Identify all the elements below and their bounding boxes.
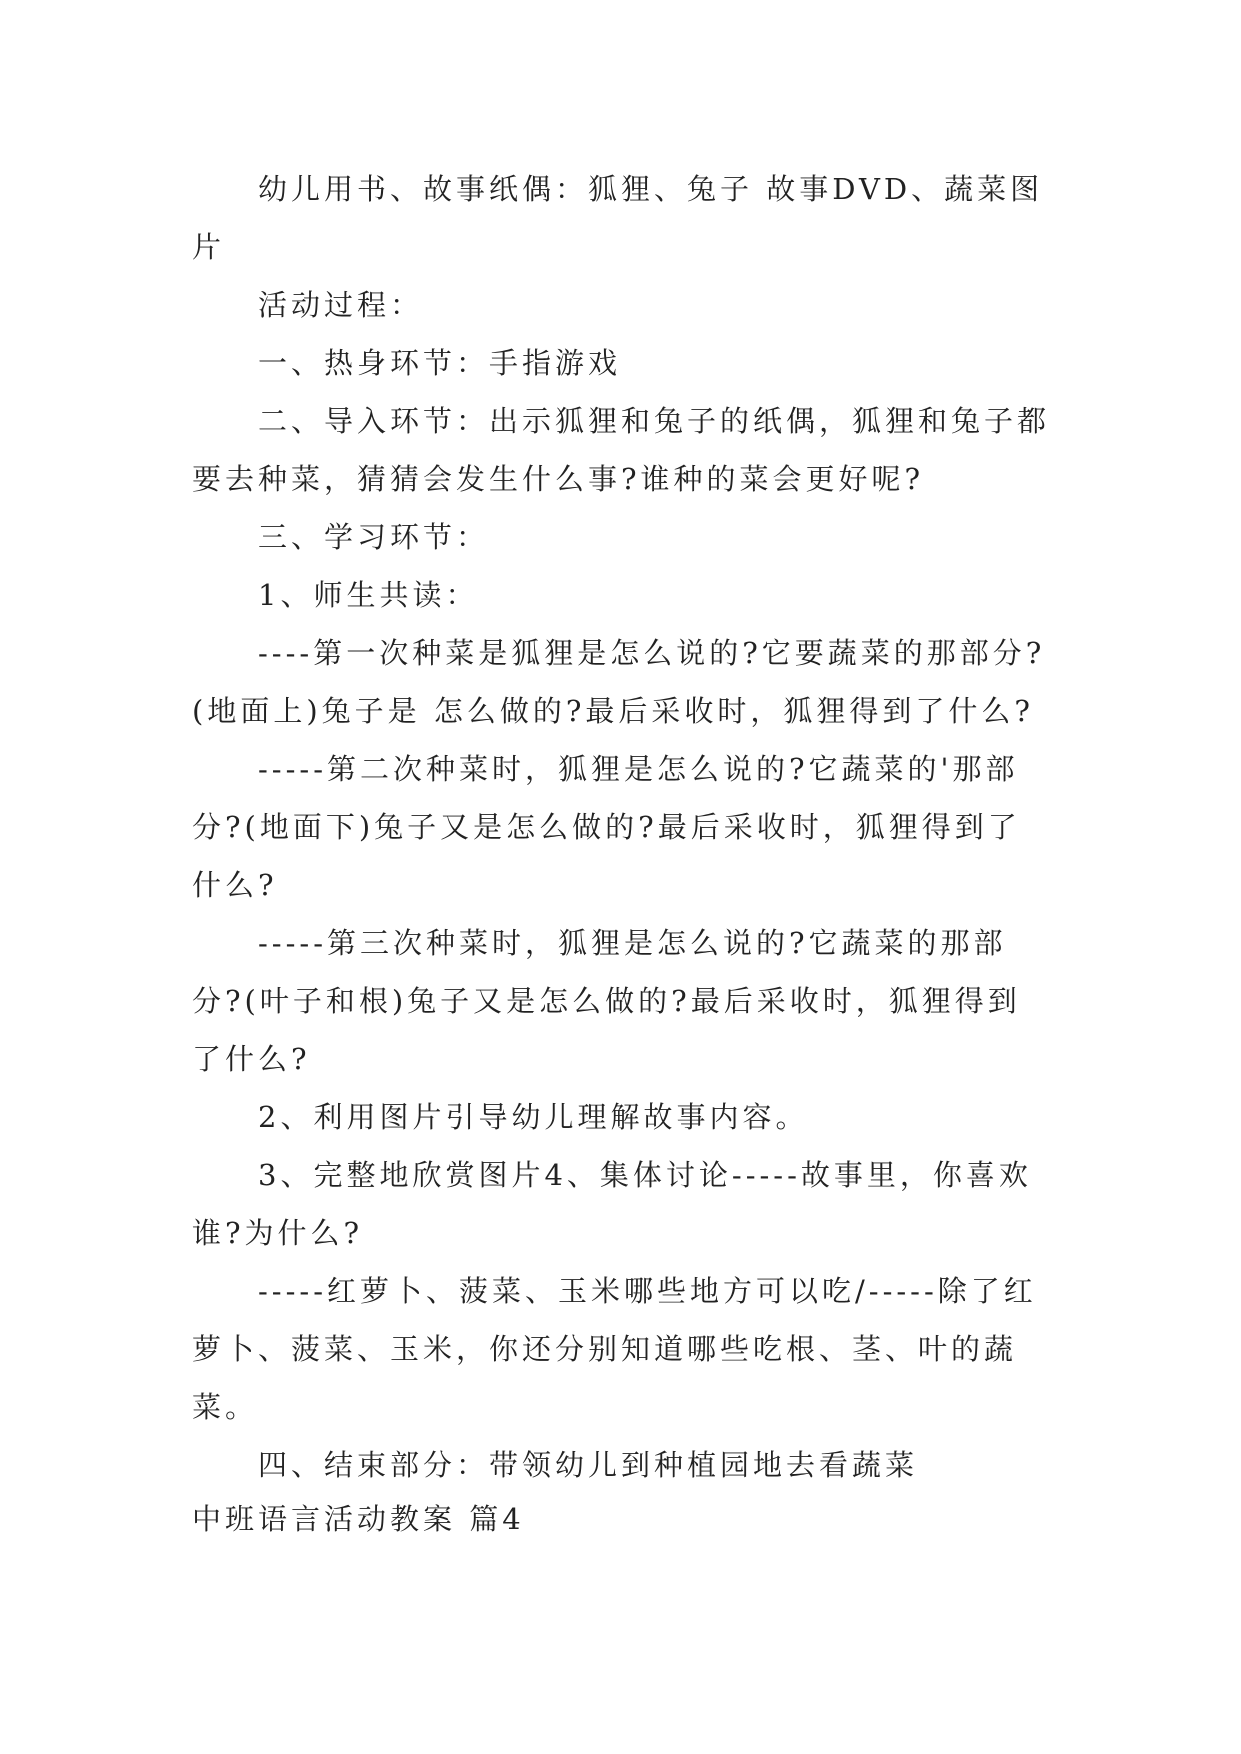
document-body	[192, 160, 1052, 1548]
paragraph-shared-reading: 1、师生共读：	[258, 578, 479, 612]
paragraph-intro: 二、导入环节：出示狐狸和兔子的纸偶，狐狸和兔子都要去种菜，猜猜会发生什么事?谁种的菜会更好呢?	[192, 404, 1051, 496]
paragraph-process-title: 活动过程：	[258, 288, 424, 322]
paragraph-warmup: 一、热身环节：手指游戏	[258, 346, 622, 380]
paragraph-materials: 幼儿用书、故事纸偶：狐狸、兔子 故事DVD、蔬菜图片	[192, 172, 1044, 264]
paragraph-pictures: 2、利用图片引导幼儿理解故事内容。	[258, 1100, 809, 1134]
section-heading: 中班语言活动教案 篇4	[192, 1502, 525, 1536]
paragraph-third-planting: -----第三次种菜时，狐狸是怎么说的?它蔬菜的那部分?(叶子和根)兔子又是怎么做的?最后采收时，狐狸得到了什么?	[192, 926, 1021, 1076]
paragraph-first-planting: ----第一次种菜是狐狸是怎么说的?它要蔬菜的那部分?(地面上)兔子是 怎么做的?最后采收时，狐狸得到了什么?	[192, 636, 1046, 728]
paragraph-vegetables: -----红萝卜、菠菜、玉米哪些地方可以吃/-----除了红萝卜、菠菜、玉米，你还分别知道哪些吃根、茎、叶的蔬菜。	[192, 1274, 1037, 1424]
paragraph-discussion: 3、完整地欣赏图片4、集体讨论-----故事里，你喜欢谁?为什么?	[192, 1158, 1032, 1250]
paragraph-learning: 三、学习环节：	[258, 520, 490, 554]
paragraph-second-planting: -----第二次种菜时，狐狸是怎么说的?它蔬菜的'那部分?(地面下)兔子又是怎么做的?最后采收时，狐狸得到了什么?	[192, 752, 1021, 902]
paragraph-ending: 四、结束部分：带领幼儿到种植园地去看蔬菜	[258, 1448, 919, 1482]
